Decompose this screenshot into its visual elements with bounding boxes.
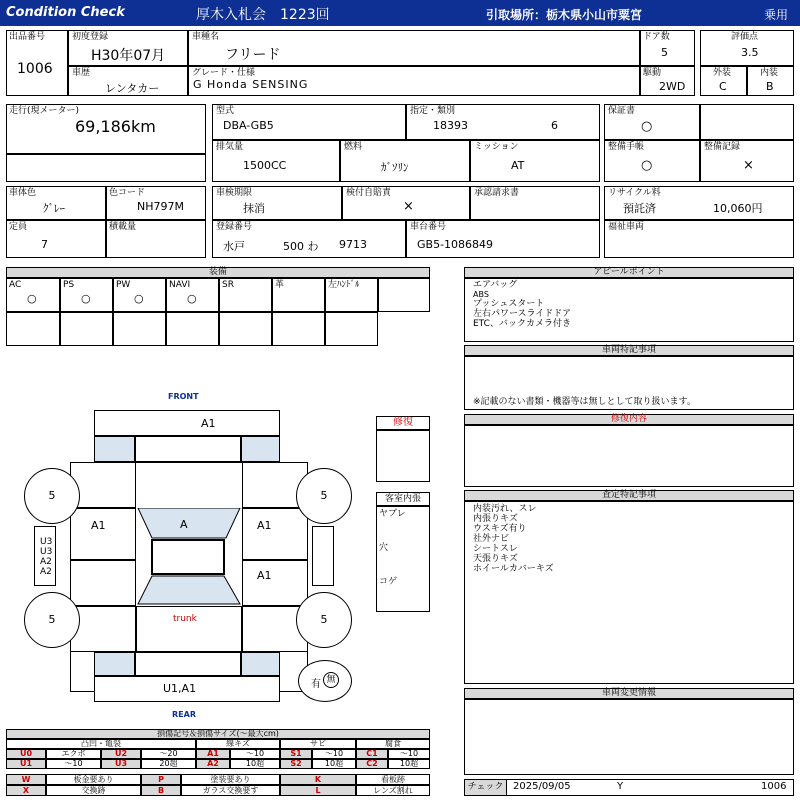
- reg-label: 初度登録: [72, 32, 109, 42]
- equip-label: AC: [9, 280, 22, 290]
- chassis-number: GB5-1086849: [417, 238, 494, 251]
- repair-detail-box: [464, 425, 794, 487]
- score-label: 評価点: [731, 32, 759, 42]
- model-label: 型式: [216, 106, 235, 116]
- body-color: ｸﾞﾚｰ: [43, 202, 65, 215]
- drive-cell: [640, 66, 695, 96]
- car-name-label: 車種名: [192, 32, 220, 42]
- equip-label: SR: [222, 280, 234, 290]
- legend-grid: [6, 739, 430, 769]
- lfd-mark: A1: [91, 519, 106, 532]
- legend-desc: 塗装要あり: [181, 774, 280, 785]
- rear-bumper: [94, 676, 280, 702]
- equip-leather: [272, 278, 325, 312]
- legend-code: A1: [196, 749, 230, 759]
- legend-desc: ～10: [230, 749, 280, 759]
- equipment-grid: [6, 278, 430, 346]
- note-line: ホイールカバーキズ: [473, 564, 554, 574]
- legend-desc: 板金要あり: [46, 774, 141, 785]
- int-label: 内装: [760, 68, 779, 78]
- legend-code: U2: [101, 749, 141, 759]
- capacity-label: 定員: [9, 222, 28, 232]
- note-line: ウスキズ有り: [473, 524, 527, 534]
- trunk-label: trunk: [173, 614, 197, 624]
- exterior-grade: C: [719, 80, 727, 93]
- spare-tire: [298, 660, 352, 702]
- rfd-mark: A1: [257, 519, 272, 532]
- legend-code: U3: [101, 759, 141, 769]
- class-number: 6: [551, 119, 558, 132]
- equip-label: 革: [275, 280, 285, 290]
- ext-cell: [700, 66, 747, 96]
- approval-label: 承認請求書: [474, 188, 520, 198]
- note-line: 内張りキズ: [473, 514, 518, 524]
- pickup-location: 引取場所：栃木県小山市粟宮: [486, 8, 643, 22]
- maintenance-manual: ○: [641, 158, 653, 173]
- legend-desc: ～10: [46, 759, 101, 769]
- color-label: 車体色: [9, 188, 37, 198]
- legend-desc: 看板跡: [356, 774, 430, 785]
- color-code: NH797M: [137, 200, 184, 213]
- desig-label: 指定・類別: [410, 106, 456, 116]
- legend-desc: 10超: [312, 759, 356, 769]
- rear-left-corner: [94, 652, 135, 676]
- doors-label: ドア数: [643, 32, 670, 42]
- equip-lhd: [325, 278, 378, 312]
- right-side-box: [312, 526, 334, 586]
- form-title: Condition Check: [6, 5, 125, 20]
- load-cell: [106, 220, 206, 258]
- interior-item: ヤブレ: [379, 509, 406, 519]
- displacement: 1500CC: [243, 159, 287, 172]
- check-lot: 1006: [761, 781, 787, 792]
- legend-code: K: [280, 774, 356, 785]
- equip-mark: ○: [187, 292, 197, 305]
- mileage-label: 走行(現メーター): [9, 106, 80, 116]
- legend-code: C2: [356, 759, 388, 769]
- reg-cell: [68, 30, 188, 66]
- rear-label: REAR: [172, 710, 196, 719]
- legend-row2: [6, 774, 430, 796]
- note-line: 天張りキズ: [473, 554, 518, 564]
- category-label: 乗用: [764, 8, 789, 22]
- blank-cell: [6, 154, 206, 182]
- auction-name: 厚木入札会 1223回: [196, 7, 330, 23]
- colorcode-cell: [106, 186, 206, 220]
- chassis-cell: [406, 220, 600, 258]
- appeal-title: アピールポイント: [464, 267, 794, 278]
- interior-item: コゲ: [379, 577, 398, 587]
- plate-class: 500 わ: [283, 240, 319, 253]
- front-left-fender: [94, 436, 135, 462]
- plate-label: 登録番号: [216, 222, 253, 232]
- equip-ps: [60, 278, 113, 312]
- mileage-cell: [6, 104, 206, 154]
- equip-empty: [325, 312, 378, 346]
- spare-yes: 有: [311, 679, 321, 690]
- equip-mark: ○: [134, 292, 144, 305]
- doors: 5: [661, 46, 668, 59]
- plate-number: 9713: [339, 238, 367, 251]
- spare-none: 無: [323, 672, 339, 688]
- capacity-cell: [6, 220, 106, 258]
- legend-group: 凸凹・亀裂: [6, 739, 196, 749]
- interior-box: [376, 506, 430, 612]
- legend-code: U1: [6, 759, 46, 769]
- mission-label: ミッション: [474, 142, 519, 152]
- model-cell: [212, 104, 406, 140]
- cabin-svg: [136, 508, 242, 606]
- check-label: チェック: [465, 780, 507, 795]
- repair-detail-title: 修復内容: [464, 414, 794, 425]
- legend-code: L: [280, 785, 356, 796]
- inspection-label: 車検期限: [216, 188, 253, 198]
- equip-ac: [6, 278, 60, 312]
- legend-code: U0: [6, 749, 46, 759]
- recycle-status: 預託済: [623, 202, 656, 215]
- appeal-line: プッシュスタート: [473, 299, 545, 309]
- fuel: ｶﾞｿﾘﾝ: [381, 161, 409, 174]
- designation: 18393: [433, 119, 468, 132]
- equip-empty: [219, 312, 272, 346]
- legend-code: S1: [280, 749, 312, 759]
- rear-panel: [135, 652, 241, 676]
- doors-cell: [640, 30, 695, 66]
- record-cell: [700, 140, 794, 182]
- score-cell: [700, 30, 794, 66]
- warranty: ○: [641, 119, 653, 134]
- equip-label: 左ﾊﾝﾄﾞﾙ: [328, 280, 360, 290]
- legend-code: A2: [196, 759, 230, 769]
- equip-blank: [378, 278, 430, 312]
- displacement-label: 排気量: [216, 142, 244, 152]
- rrd-mark: A1: [257, 569, 272, 582]
- equip-empty: [272, 312, 325, 346]
- history-label: 車歴: [72, 68, 91, 78]
- legend-desc: ガラス交換要す: [181, 785, 280, 796]
- appeal-line: 左右パワースライドドア: [473, 309, 572, 319]
- front-label: FRONT: [168, 392, 199, 401]
- special-note: ※記載のない書類・機器等は無しとして取り扱います。: [473, 397, 696, 407]
- legend-group: 線キズ: [196, 739, 280, 749]
- inspection-cell: [212, 186, 342, 220]
- legend-code: P: [141, 774, 181, 785]
- legend-desc: レンズ割れ: [356, 785, 430, 796]
- side-mark: A2: [40, 557, 52, 567]
- legend-desc: ～10: [388, 749, 430, 759]
- interior-label: 客室内張: [376, 492, 430, 506]
- check-row: [464, 779, 794, 796]
- legend-desc: 20超: [141, 759, 196, 769]
- roof: [152, 540, 224, 574]
- colorcode-label: 色コード: [109, 188, 146, 198]
- change-title: 車両変更情報: [464, 688, 794, 699]
- mission: AT: [511, 159, 525, 172]
- color-cell: [6, 186, 106, 220]
- equip-label: PW: [116, 280, 131, 290]
- equip-empty: [60, 312, 113, 346]
- legend-desc: 交換跡: [46, 785, 141, 796]
- warranty-blank: [700, 104, 794, 140]
- car-name-cell: [188, 30, 640, 66]
- equip-label: NAVI: [169, 280, 191, 290]
- legend-code: C1: [356, 749, 388, 759]
- displacement-cell: [212, 140, 340, 182]
- history-cell: [68, 66, 188, 96]
- equip-mark: ○: [81, 292, 91, 305]
- manual-label: 整備手帳: [608, 142, 645, 152]
- recycle-label: リサイクル料: [608, 188, 661, 198]
- change-box: [464, 699, 794, 775]
- left-quarter: [70, 606, 136, 652]
- hood-panel: [94, 410, 280, 436]
- side-mark: U3: [40, 547, 53, 557]
- appeal-line: エアバッグ: [473, 280, 518, 290]
- note-line: 内装汚れ、スレ: [473, 504, 537, 514]
- ext-label: 外装: [713, 68, 732, 78]
- insurance: ×: [403, 199, 414, 214]
- drive-label: 駆動: [643, 68, 662, 78]
- rear-bumper-mark: U1,A1: [163, 682, 197, 695]
- equip-empty: [113, 312, 166, 346]
- legend-code: B: [141, 785, 181, 796]
- car-history: レンタカー: [105, 82, 160, 95]
- header-bar: [0, 0, 800, 26]
- check-date: 2025/09/05: [513, 781, 571, 792]
- legend-group: サビ: [280, 739, 356, 749]
- windshield: [138, 508, 240, 538]
- left-side-marks: [34, 526, 56, 586]
- legend-desc: エクボ: [46, 749, 101, 759]
- front-bumper: [135, 436, 241, 462]
- recycle-fee: 10,060円: [713, 202, 763, 215]
- tire-front-left: 5: [24, 468, 80, 524]
- legend-code: W: [6, 774, 46, 785]
- tire-rear-left: 5: [24, 592, 80, 648]
- fuel-label: 燃料: [344, 142, 363, 152]
- equip-pw: [113, 278, 166, 312]
- score: 3.5: [741, 46, 759, 59]
- insurance-cell: [342, 186, 470, 220]
- first-registration: H30年07月: [91, 48, 166, 64]
- welfare-cell: [604, 220, 794, 258]
- fuel-cell: [340, 140, 470, 182]
- special-title: 車両特記事項: [464, 345, 794, 356]
- lot-cell: [6, 30, 68, 96]
- appeal-box: [464, 278, 794, 342]
- int-cell: [747, 66, 794, 96]
- desig-cell: [406, 104, 600, 140]
- plate-area: 水戸: [223, 240, 245, 253]
- note-line: シートスレ: [473, 544, 518, 554]
- check-mark: Y: [617, 781, 624, 792]
- left-front-door: [70, 508, 136, 560]
- equipment-title: 装備: [6, 267, 430, 278]
- mission-cell: [470, 140, 600, 182]
- capacity: 7: [41, 238, 48, 251]
- equip-empty: [6, 312, 60, 346]
- left-rear-door: [70, 560, 136, 606]
- appeal-line: ETC、バックカメラ付き: [473, 319, 571, 329]
- note-line: 社外ナビ: [473, 534, 510, 544]
- legend-desc: ～10: [312, 749, 356, 759]
- legend-desc: 10超: [230, 759, 280, 769]
- front-right-fender: [241, 436, 280, 462]
- lot-label: 出品番号: [9, 32, 46, 42]
- car-name: フリード: [225, 47, 281, 63]
- lot-number: 1006: [17, 61, 53, 77]
- grade-label: グレード・仕様: [192, 68, 256, 78]
- load-label: 積載量: [109, 222, 137, 232]
- warranty-cell: [604, 104, 700, 140]
- grade: G Honda SENSING: [193, 78, 309, 91]
- equip-label: PS: [63, 280, 75, 290]
- tire-rear-right: 5: [296, 592, 352, 648]
- right-front-door: [242, 508, 308, 560]
- insurance-label: 検付自賠責: [346, 188, 392, 198]
- plate-cell: [212, 220, 406, 258]
- interior-item: 穴: [379, 543, 389, 553]
- hood-mark: A1: [201, 417, 216, 430]
- legend-code: S2: [280, 759, 312, 769]
- interior-grade: B: [766, 80, 774, 93]
- legend-title: 損傷記号＆損傷サイズ(～最大cm): [6, 729, 430, 739]
- repair-label: 修復: [376, 416, 430, 430]
- inspection-notes-title: 査定特記事項: [464, 490, 794, 501]
- repair-box: [376, 430, 430, 482]
- manual-cell: [604, 140, 700, 182]
- equip-mark: ○: [27, 292, 37, 305]
- drive: 2WD: [659, 80, 686, 93]
- tire-front-right: 5: [296, 468, 352, 524]
- windshield-mark: A: [180, 518, 188, 531]
- inspection-expiry: 抹消: [243, 202, 265, 215]
- grade-cell: [188, 66, 640, 96]
- side-mark: U3: [40, 537, 53, 547]
- left-front-fender: [70, 462, 136, 508]
- approval-cell: [470, 186, 600, 220]
- warranty-label: 保証書: [608, 106, 636, 116]
- welfare-label: 福祉車両: [608, 222, 645, 232]
- equip-empty: [166, 312, 219, 346]
- right-rear-door: [242, 560, 308, 606]
- legend-code: X: [6, 785, 46, 796]
- rear-glass: [138, 576, 240, 604]
- mileage: 69,186km: [75, 117, 156, 136]
- inspection-notes-box: [464, 501, 794, 684]
- appeal-line: ABS: [473, 290, 489, 299]
- rear-right-corner: [241, 652, 280, 676]
- legend-group: 腐食: [356, 739, 430, 749]
- legend-desc: 10超: [388, 759, 430, 769]
- special-box: [464, 356, 794, 410]
- maintenance-record: ×: [743, 158, 754, 173]
- trunk-panel: [136, 606, 242, 652]
- recycle-cell: [604, 186, 794, 220]
- legend-desc: ～20: [141, 749, 196, 759]
- car-diagram: [0, 386, 370, 726]
- side-mark: A2: [40, 567, 52, 577]
- equip-navi: [166, 278, 219, 312]
- equip-sr: [219, 278, 272, 312]
- record-label: 整備記録: [704, 142, 741, 152]
- model: DBA-GB5: [223, 119, 274, 132]
- chassis-label: 車台番号: [410, 222, 447, 232]
